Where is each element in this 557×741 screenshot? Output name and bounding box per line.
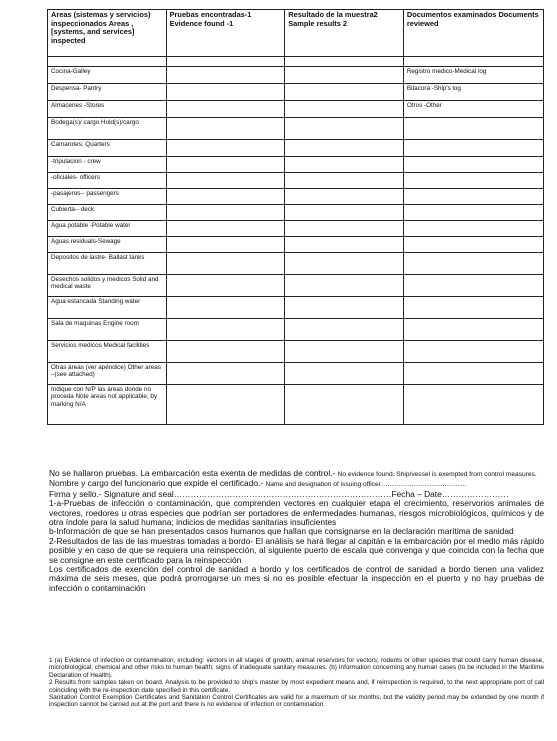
sample-result-cell bbox=[285, 237, 404, 253]
documents-cell bbox=[403, 275, 543, 297]
sample-result-cell bbox=[285, 205, 404, 221]
evidence-cell bbox=[166, 118, 285, 140]
no-evidence-en: No evidence found. Ship/vessel is exempted from control measures. bbox=[337, 471, 537, 478]
area-cell: Servicios medicos Medical facilities bbox=[48, 341, 167, 363]
sample-result-cell bbox=[285, 221, 404, 237]
note-1: 1 (a) Evidence of infection or contamination, including: vectors in all stages of growth; animal reservoirs for vectors; rodents or other species that could carry human disease, microbiological, chemical and other risks to human health; signs of inadequate sanitary measures. (b) Information concerning any human cases (to be included in the Maritime Declaration of Health). bbox=[49, 657, 544, 679]
table-row bbox=[48, 237, 544, 253]
note-validity: Sanitation Control Exemption Certificates and Sanitation Control Certificates are valid for a maximum of six months, but the validity period may be extended by one month if inspection cannot be carried out at the port and there is no evidence of infection or contamination. bbox=[49, 694, 544, 709]
area-cell: Agua potable -Potable water bbox=[48, 221, 167, 237]
area-cell: -pasajeros-- passengers bbox=[48, 189, 167, 205]
spacer-cell bbox=[403, 57, 543, 67]
area-cell: Aguas residuals-Sewage bbox=[48, 237, 167, 253]
table-row bbox=[48, 173, 544, 189]
table-body bbox=[48, 67, 544, 425]
sample-result-cell bbox=[285, 118, 404, 140]
documents-cell bbox=[403, 140, 543, 157]
documents-cell bbox=[403, 341, 543, 363]
evidence-cell bbox=[166, 385, 285, 425]
area-cell: Camarotes: Quarters bbox=[48, 140, 167, 157]
documents-cell bbox=[403, 253, 543, 275]
documents-cell bbox=[403, 189, 543, 205]
area-cell: Indique con N/P las áreas donde no proceda Note areas not applicable, by marking N/A bbox=[48, 385, 167, 425]
area-cell: Agua estancada Standing water bbox=[48, 297, 167, 319]
evidence-cell bbox=[166, 140, 285, 157]
evidence-cell bbox=[166, 101, 285, 118]
note-2: 2 Results from samples taken on board. Analysis to be provided to ship's master by most expedient means and, if reinspection is required, to the next appropriate port of call coinciding with the re-inspection date specified in this certificate. bbox=[49, 679, 544, 694]
sample-result-cell bbox=[285, 173, 404, 189]
table-row bbox=[48, 297, 544, 319]
area-cell: Cubierta-- deck bbox=[48, 205, 167, 221]
documents-cell: Otros -Other bbox=[403, 101, 543, 118]
sample-result-cell bbox=[285, 253, 404, 275]
sample-result-cell bbox=[285, 157, 404, 173]
header-documents: Documentos examinados Documents reviewed bbox=[403, 10, 543, 57]
sample-result-cell bbox=[285, 385, 404, 425]
documents-cell bbox=[403, 319, 543, 341]
table-row bbox=[48, 101, 544, 118]
table-row bbox=[48, 205, 544, 221]
footnote-2-es: 2-Resultados de las de las muestras tomadas a bordo- El análisis se hará llegar al capitán e la embarcación por el medio más rápido posible y en caso de que se requiera una reinspección, al siguiente puerto de escala que convenga y que coincida con la fecha que se consigne en este certificado para la reinspección bbox=[49, 535, 544, 565]
table-row bbox=[48, 363, 544, 385]
table-row bbox=[48, 385, 544, 425]
table-row bbox=[48, 189, 544, 205]
documents-cell: Bitacora -Ship's log bbox=[403, 84, 543, 101]
sample-result-cell bbox=[285, 140, 404, 157]
evidence-cell bbox=[166, 253, 285, 275]
documents-cell bbox=[403, 205, 543, 221]
table-row bbox=[48, 221, 544, 237]
area-cell: Cocina-Galley bbox=[48, 67, 167, 84]
documents-cell bbox=[403, 363, 543, 385]
spacer-cell bbox=[285, 57, 404, 67]
evidence-cell bbox=[166, 319, 285, 341]
sample-result-cell bbox=[285, 297, 404, 319]
sample-result-cell bbox=[285, 275, 404, 297]
area-cell: Desechos solidos y medicos Solid and medical waste bbox=[48, 275, 167, 297]
officer-name-es: Nombre y cargo del funcionario que expide el certificado.- bbox=[49, 478, 264, 489]
signature-date-line: Firma y sello.- Signature and seal……………………………………………………………………Fecha – Date…………………… bbox=[49, 488, 509, 499]
no-evidence-es: No se hallaron pruebas. La embarcación esta exenta de medidas de control.- bbox=[49, 468, 336, 478]
table-row bbox=[48, 84, 544, 101]
evidence-cell bbox=[166, 363, 285, 385]
evidence-cell bbox=[166, 221, 285, 237]
table-row bbox=[48, 275, 544, 297]
documents-cell bbox=[403, 157, 543, 173]
documents-cell bbox=[403, 173, 543, 189]
header-evidence: Pruebas encontradas-1 Evidence found -1 bbox=[166, 10, 285, 57]
sample-result-cell bbox=[285, 363, 404, 385]
documents-cell bbox=[403, 221, 543, 237]
documents-cell bbox=[403, 118, 543, 140]
validity-statement-es: Los certificados de exención del control de sanidad a bordo y los certificados de control de sanidad a bordo tienen una validez máxima de seis meses, que podrá prorrogarse un mes si no es posible efectuar la inspección en el puerto y no hay pruebas de infección o contaminación bbox=[49, 564, 544, 593]
evidence-cell bbox=[166, 275, 285, 297]
area-cell: Depositos de lastre- Ballast tanks bbox=[48, 253, 167, 275]
table-row bbox=[48, 118, 544, 140]
documents-cell bbox=[403, 297, 543, 319]
documents-cell bbox=[403, 237, 543, 253]
sample-result-cell bbox=[285, 101, 404, 118]
certificate-body-text bbox=[49, 469, 544, 593]
spacer-cell bbox=[48, 57, 167, 67]
evidence-cell bbox=[166, 189, 285, 205]
area-cell: Bodega(s)/ cargo Hold(s)/cargo bbox=[48, 118, 167, 140]
table-row bbox=[48, 341, 544, 363]
footnote-1a-es: 1-a-Pruebas de infección o contaminación, que comprenden vectores en cualquier etapa el crecimiento, reservorios animales de vectores, roedores u otras especies que podrían ser portadores de enfermedades humanas, riesgos microbiológicos, químicos y de otra índole para la salud humana; indicios de medidas sanitarias insuficientes bbox=[49, 498, 544, 528]
spacer-cell bbox=[166, 57, 285, 67]
sample-result-cell bbox=[285, 189, 404, 205]
table-row bbox=[48, 157, 544, 173]
table-header-row bbox=[48, 10, 544, 57]
footnote-1b-es: b-Información de que se han presentados casos humanos que hallan que consignarse en la declaración marítima de sanidad bbox=[49, 526, 514, 537]
table-row bbox=[48, 140, 544, 157]
table-row bbox=[48, 253, 544, 275]
english-notes bbox=[49, 657, 544, 709]
evidence-cell bbox=[166, 157, 285, 173]
evidence-cell bbox=[166, 205, 285, 221]
documents-cell: Registro medico-Medical log bbox=[403, 67, 543, 84]
table-spacer-row bbox=[48, 57, 544, 67]
officer-name-en: Name and designation of issuing officer………………………………… bbox=[265, 481, 467, 489]
inspection-table bbox=[47, 9, 544, 425]
header-sample-results: Resultado de la muestra2 Sample results 2 bbox=[285, 10, 404, 57]
area-cell: Sala de maquinas Engine room bbox=[48, 319, 167, 341]
area-cell: Despensa- Pantry bbox=[48, 84, 167, 101]
area-cell: Almacenes -Stores bbox=[48, 101, 167, 118]
documents-cell bbox=[403, 385, 543, 425]
evidence-cell bbox=[166, 84, 285, 101]
table-row bbox=[48, 319, 544, 341]
sample-result-cell bbox=[285, 84, 404, 101]
evidence-cell bbox=[166, 173, 285, 189]
evidence-cell bbox=[166, 341, 285, 363]
table-row bbox=[48, 67, 544, 84]
sample-result-cell bbox=[285, 341, 404, 363]
evidence-cell bbox=[166, 67, 285, 84]
sample-result-cell bbox=[285, 67, 404, 84]
area-cell: -tripulacion - crew bbox=[48, 157, 167, 173]
evidence-cell bbox=[166, 237, 285, 253]
area-cell: Otras áreas (ver apéndice) Other areas –(see attached) bbox=[48, 363, 167, 385]
evidence-cell bbox=[166, 297, 285, 319]
header-areas: Areas (sistemas y servicios) inspeccionados Areas , [systems, and services] inspected bbox=[48, 10, 167, 57]
area-cell: -oficiales- officers bbox=[48, 173, 167, 189]
sample-result-cell bbox=[285, 319, 404, 341]
